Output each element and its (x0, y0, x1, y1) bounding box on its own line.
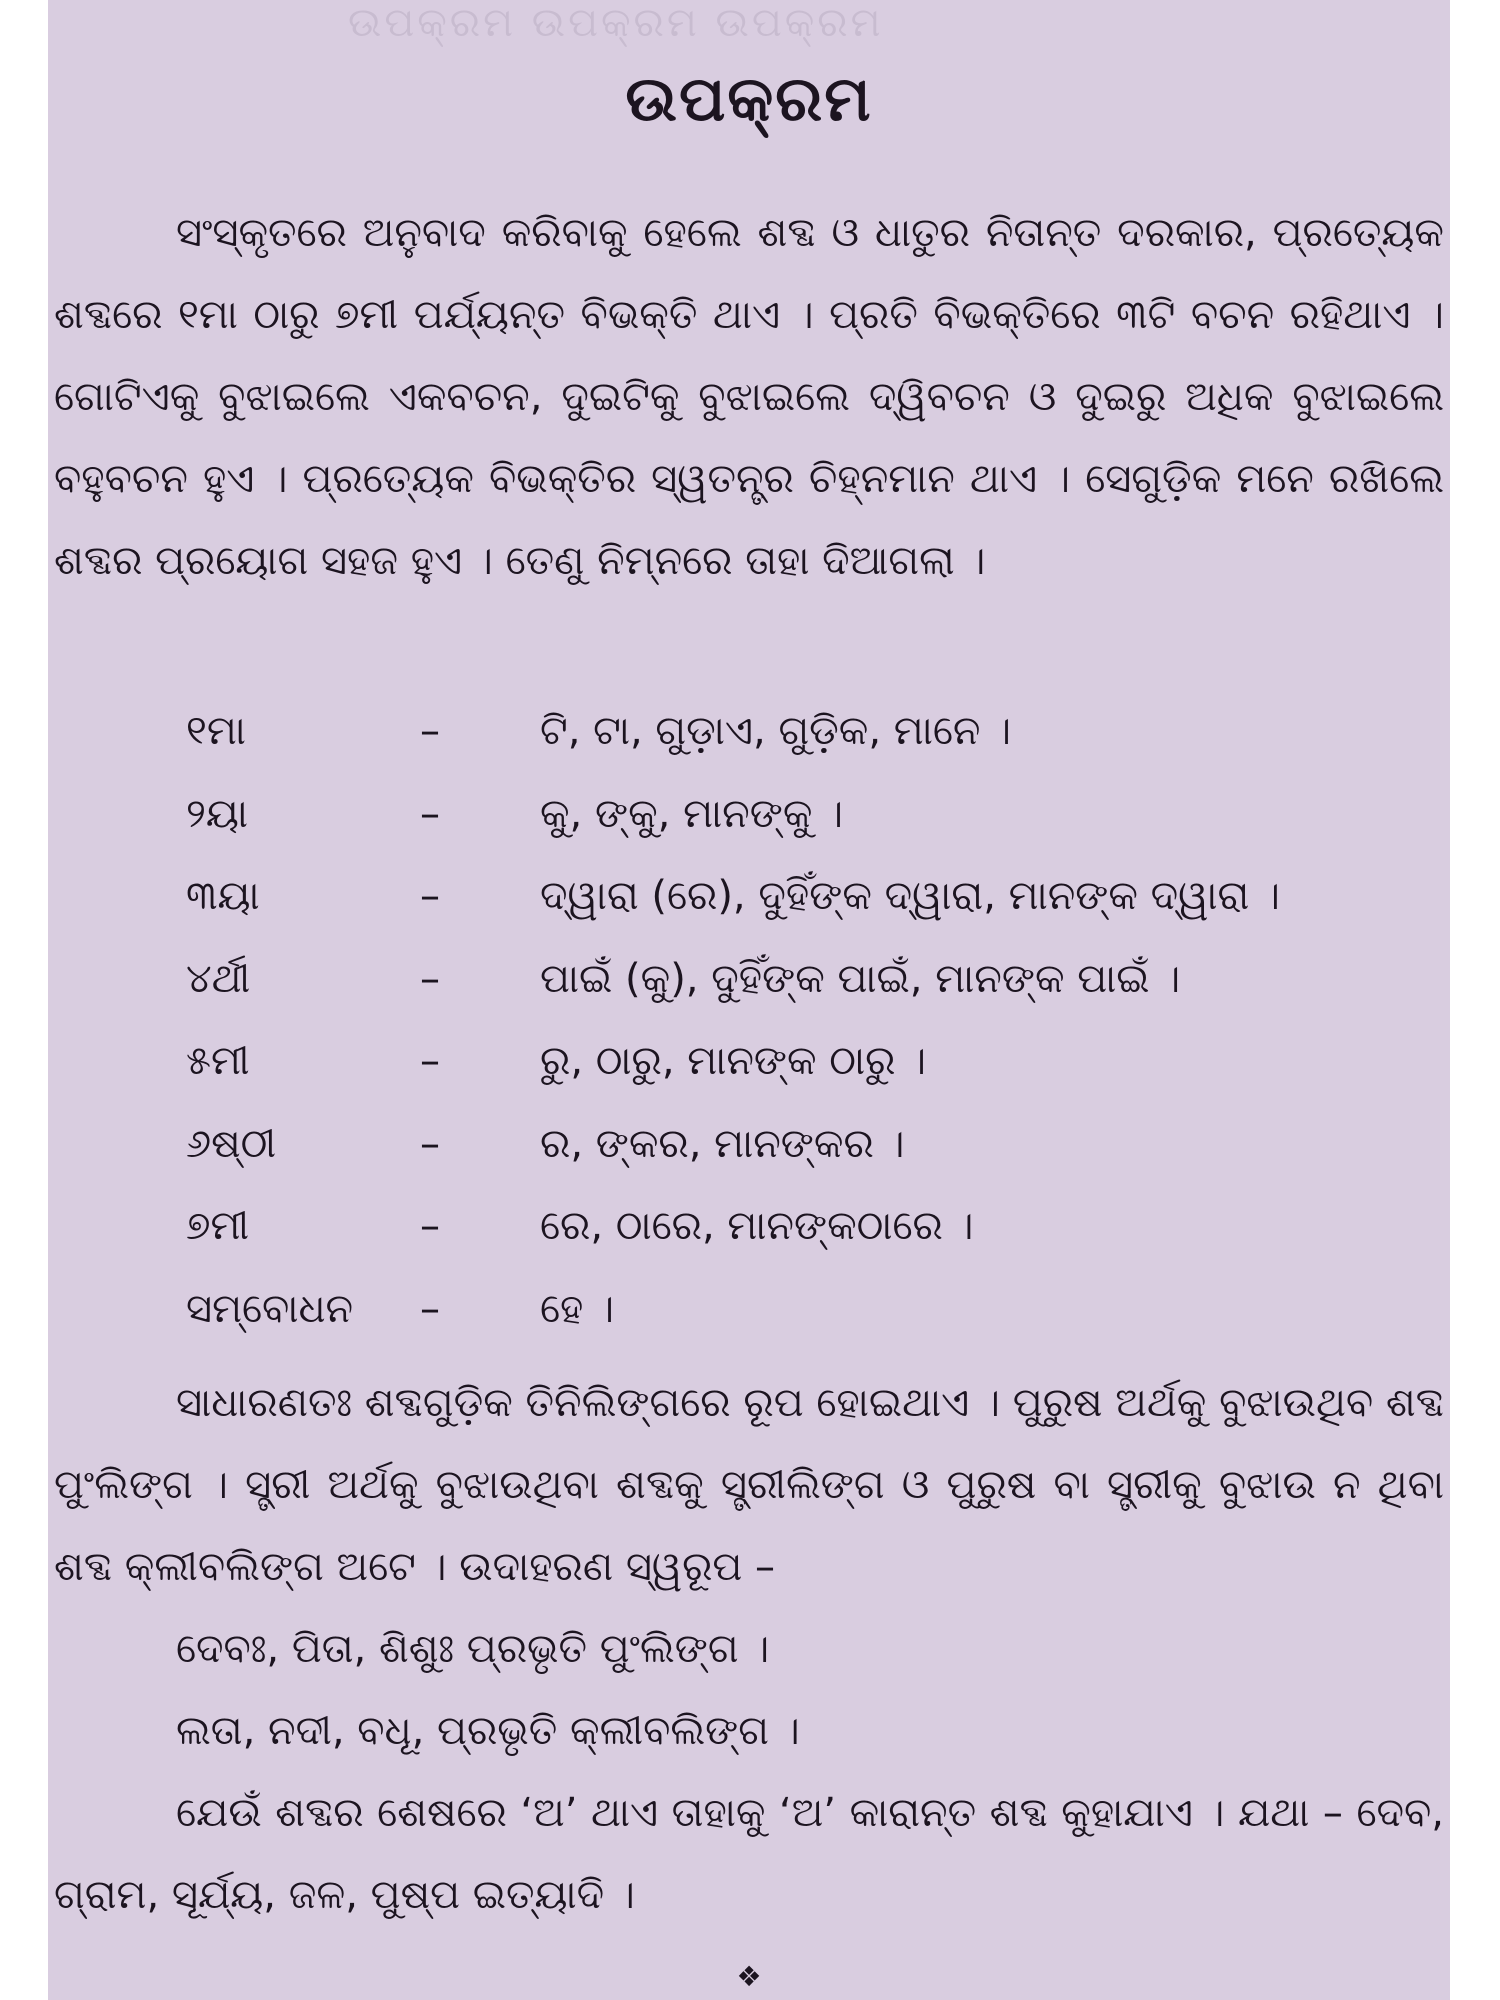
closing-paragraph-block (54, 1772, 1444, 1936)
case-row (48, 1185, 1450, 1268)
case-endings: ରେ, ଠାରେ, ମାନଙ୍କଠାରେ । (540, 1203, 974, 1249)
case-name: ୭ମୀ (186, 1203, 250, 1249)
ornament-icon: ❖ (736, 1960, 762, 1993)
case-name: ୧ମା (186, 708, 246, 754)
case-endings: ପାଇଁ (କୁ), ଦୁହିଁଙ୍କ ପାଇଁ, ମାନଙ୍କ ପାଇଁ । (540, 955, 1181, 1002)
intro-paragraph: ସଂସ୍କୃତରେ ଅନୁବାଦ କରିବାକୁ ହେଲେ ଶବ୍ଦ ଓ ଧାତୁର ନିତାନ୍ତ ଦରକାର, ପ୍ରତ୍ୟେକ ଶବ୍ଦରେ ୧ମା ଠାରୁ ୭ମୀ ପର୍ଯ୍ୟନ୍ତ ବିଭକ୍ତି ଥାଏ । ପ୍ରତି ବିଭକ୍ତିରେ ୩ଟି ବଚନ ରହିଥାଏ । ଗୋଟିଏକୁ ବୁଝାଇଲେ ଏକବଚନ, ଦୁଇଟିକୁ ବୁଝାଇଲେ ଦ୍ୱିବଚନ ଓ ଦୁଇରୁ ଅଧିକ ବୁଝାଇଲେ ବହୁବଚନ ହୁଏ । ପ୍ରତ୍ୟେକ ବିଭକ୍ତିର ସ୍ୱତନ୍ତ୍ର ଚିହ୍ନମାନ ଥାଏ । ସେଗୁଡ଼ିକ ମନେ ରଖିଲେ ଶବ୍ଦର ପ୍ରୟୋଗ ସହଜ ହୁଏ । ତେଣୁ ନିମ୍ନରେ ତାହା ଦିଆଗଲା । (54, 210, 1444, 584)
case-endings: ର, ଙ୍କର, ମାନଙ୍କର । (540, 1120, 905, 1167)
case-endings: ହେ । (540, 1285, 615, 1332)
case-dash: – (420, 790, 440, 837)
case-dash: – (420, 708, 440, 754)
page-title: ଉପକ୍ରମ (625, 62, 873, 135)
example-masculine: ଦେବଃ, ପିତା, ଶିଶୁଃ ପ୍ରଭୃତି ପୁଂଲିଙ୍ଗ । (176, 1626, 770, 1672)
case-dash: – (420, 1120, 440, 1167)
case-row (48, 1103, 1450, 1186)
case-ending-table (48, 690, 1450, 1350)
case-name: ୬ଷ୍ଠୀ (186, 1120, 277, 1167)
example-neuter: ଲତା, ନଦୀ, ବଧୂ, ପ୍ରଭୃତି କ୍ଲୀବଲିଙ୍ଗ । (176, 1708, 800, 1754)
case-row (48, 773, 1450, 856)
case-name: ୩ୟା (186, 873, 260, 919)
case-row (48, 690, 1450, 773)
case-dash: – (420, 1285, 440, 1332)
case-endings: ଟି, ଟା, ଗୁଡ଼ାଏ, ଗୁଡ଼ିକ, ମାନେ । (540, 708, 1012, 754)
intro-paragraph-block (54, 192, 1444, 602)
bleed-through-text: ଉପକ୍ରମ ଉପକ୍ରମ ଉପକ୍ରମ (348, 0, 884, 46)
gender-paragraph: ସାଧାରଣତଃ ଶବ୍ଦଗୁଡ଼ିକ ତିନିଲିଙ୍ଗରେ ରୂପ ହୋଇଥାଏ । ପୁରୁଷ ଅର୍ଥକୁ ବୁଝାଉଥିବ ଶବ୍ଦ ପୁଂଲିଙ୍ଗ । ସ୍ତ୍ରୀ ଅର୍ଥକୁ ବୁଝାଉଥିବା ଶବ୍ଦକୁ ସ୍ତ୍ରୀଲିଙ୍ଗ ଓ ପୁରୁଷ ବା ସ୍ତ୍ରୀକୁ ବୁଝାଉ ନ ଥିବା ଶବ୍ଦ କ୍ଲୀବଲିଙ୍ଗ ଅଟେ । ଉଦାହରଣ ସ୍ୱରୂପ – (54, 1380, 1444, 1590)
case-row (48, 1020, 1450, 1103)
gender-paragraph-block (54, 1362, 1444, 1608)
case-name: ୨ୟା (186, 790, 249, 837)
case-dash: – (420, 873, 440, 919)
case-name: ୫ମୀ (186, 1038, 250, 1084)
case-name: ସମ୍ବୋଧନ (186, 1285, 354, 1332)
case-name: ୪ର୍ଥୀ (186, 955, 251, 1002)
case-dash: – (420, 1203, 440, 1249)
case-dash: – (420, 1038, 440, 1084)
case-endings: କୁ, ଙ୍କୁ, ମାନଙ୍କୁ । (540, 790, 844, 837)
closing-paragraph: ଯେଉଁ ଶବ୍ଦର ଶେଷରେ ‘ଅ’ ଥାଏ ତାହାକୁ ‘ଅ’ କାରାନ୍ତ ଶବ୍ଦ କୁହାଯାଏ । ଯଥା – ଦେବ, ଗ୍ରାମ, ସୂର୍ଯ୍ୟ, ଜଳ, ପୁଷ୍ପ ଇତ୍ୟାଦି । (54, 1790, 1444, 1918)
case-dash: – (420, 955, 440, 1002)
case-endings: ଦ୍ୱାରା (ରେ), ଦୁହିଁଙ୍କ ଦ୍ୱାରା, ମାନଙ୍କ ଦ୍ୱାରା । (540, 873, 1281, 919)
case-row (48, 938, 1450, 1021)
case-endings: ରୁ, ଠାରୁ, ମାନଙ୍କ ଠାରୁ । (540, 1038, 927, 1084)
case-row (48, 1268, 1450, 1351)
book-page (48, 0, 1450, 2000)
case-row (48, 855, 1450, 938)
